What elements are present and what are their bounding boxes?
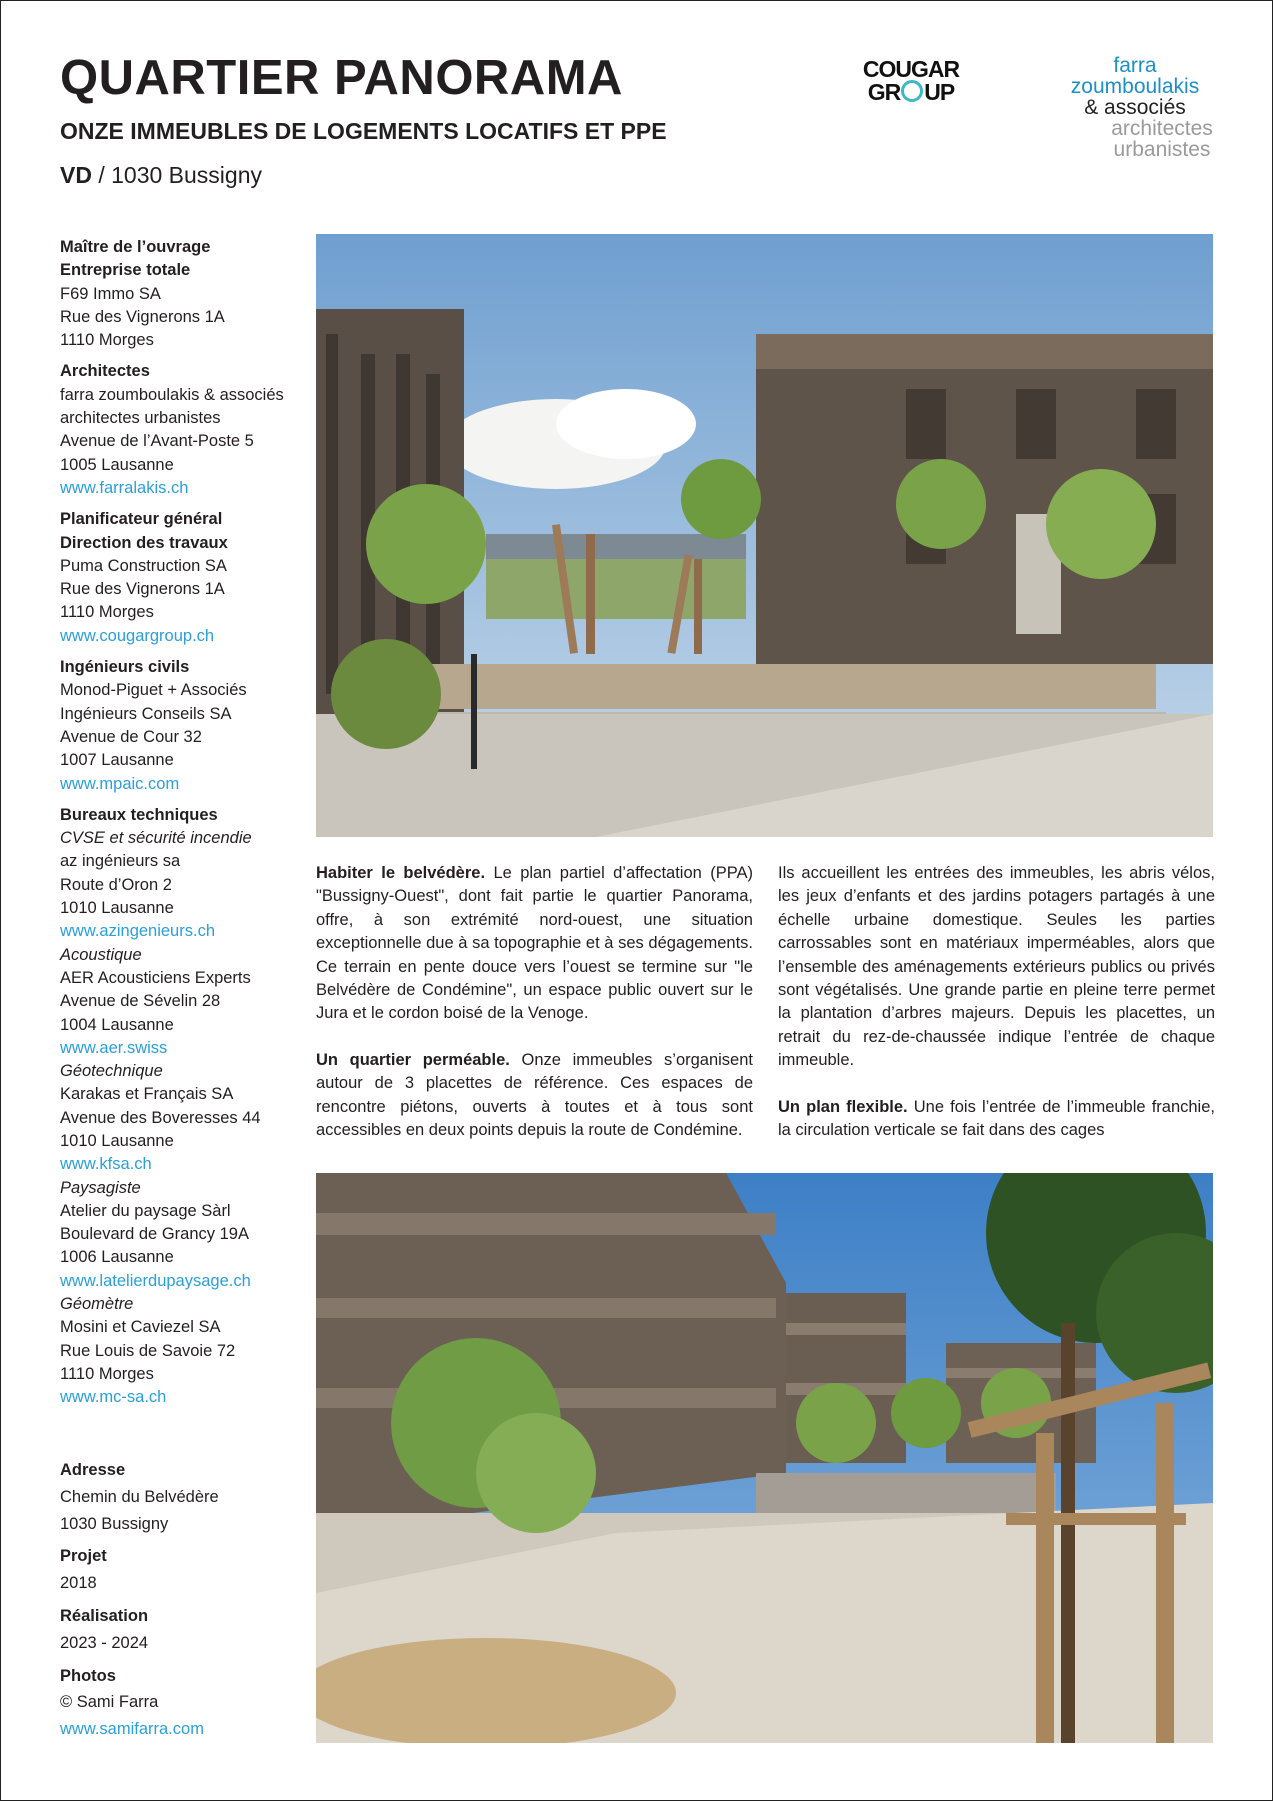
credit-architectes xyxy=(60,360,292,500)
credit-line: Avenue de Cour 32 xyxy=(60,727,202,746)
farra-zoumboulakis-logo xyxy=(1025,55,1245,160)
canton-label: VD xyxy=(60,162,92,188)
info-label: Adresse xyxy=(60,1461,126,1479)
paysagiste-website-link[interactable]: www.latelierdupaysage.ch xyxy=(60,1271,251,1290)
credit-sublabel: Géotechnique xyxy=(60,1062,163,1081)
credit-maitre xyxy=(60,236,292,352)
farra-logo-line1: farra xyxy=(1113,54,1157,77)
cougar-logo-line1: COUGAR xyxy=(862,56,960,82)
ingenieurs-website-link[interactable]: www.mpaic.com xyxy=(60,774,180,793)
credit-line: Rue Louis de Savoie 72 xyxy=(60,1341,236,1360)
info-label: Réalisation xyxy=(60,1606,149,1625)
architectes-website-link[interactable]: www.farralakis.ch xyxy=(60,478,189,497)
paragraph-lead: Un quartier perméable. xyxy=(316,1050,510,1069)
facade-photo xyxy=(316,1173,1213,1743)
acoustique-website-link[interactable]: www.aer.swiss xyxy=(60,1038,168,1057)
credit-line: 1010 Lausanne xyxy=(60,1131,174,1150)
info-value: 2018 xyxy=(60,1574,97,1593)
credit-label: Ingénieurs civils xyxy=(60,658,190,677)
credit-line: 1007 Lausanne xyxy=(60,751,174,770)
credit-line: architectes urbanistes xyxy=(60,409,221,428)
article-paragraph xyxy=(778,1096,1215,1143)
page-subtitle: ONZE IMMEUBLES DE LOGEMENTS LOCATIFS ET PPE xyxy=(60,118,667,144)
info-adresse xyxy=(60,1457,292,1537)
paragraph-body: Une fois l’entrée de l’immeuble franchie, la circulation verticale se fait dans des cages xyxy=(778,1097,1215,1140)
location-line xyxy=(60,162,262,189)
paragraph-lead: Un plan flexible. xyxy=(778,1097,908,1116)
paragraph-lead: Habiter le belvédère. xyxy=(316,864,486,882)
info-line: Chemin du Belvédère xyxy=(60,1487,219,1506)
info-realisation xyxy=(60,1603,292,1657)
credit-label: Entreprise totale xyxy=(60,261,191,280)
cougar-group-logo xyxy=(856,58,966,103)
credit-line: Atelier du paysage Sàrl xyxy=(60,1201,231,1220)
courtyard-photo-illustration xyxy=(316,234,1213,837)
credit-line: farra zoumboulakis & associés xyxy=(60,385,284,404)
credit-line: Boulevard de Grancy 19A xyxy=(60,1225,249,1244)
photo-credit: © Sami Farra xyxy=(60,1693,159,1712)
credit-line: Karakas et Français SA xyxy=(60,1085,234,1104)
cvse-website-link[interactable]: www.azingenieurs.ch xyxy=(60,922,215,941)
article-paragraph xyxy=(316,1049,753,1143)
geotechnique-website-link[interactable]: www.kfsa.ch xyxy=(60,1155,152,1174)
cougar-logo-up: UP xyxy=(924,79,955,105)
info-line: 1030 Bussigny xyxy=(60,1514,169,1533)
cougar-logo-gr: GR xyxy=(867,79,901,105)
facade-photo-illustration xyxy=(316,1173,1213,1743)
power-ring-icon xyxy=(901,80,923,102)
info-label: Photos xyxy=(60,1666,116,1685)
credit-bureaux xyxy=(60,804,292,1410)
credit-line: Avenue de Sévelin 28 xyxy=(60,992,221,1011)
credit-label: Bureaux techniques xyxy=(60,805,218,824)
credit-line: 1005 Lausanne xyxy=(60,455,174,474)
farra-logo-line5: urbanistes xyxy=(1113,138,1211,161)
farra-logo-line4: architectes xyxy=(1111,117,1213,140)
paragraph-body: Ils accueillent les entrées des immeubles, les abris vélos, les jeux d’enfants et des jardins potagers partagés à une échelle urbaine domestique. Seules les parties carrossables sont en matériaux imperméables, alors que l’ensemble des aménagements extérieurs publics ou privés sont végétalisés. Une grande partie en pleine terre permet la plantation d’arbres majeurs. Depuis les placettes, un retrait du rez-de-chaussée indique l’entrée de chaque immeuble. xyxy=(778,864,1215,1070)
project-info xyxy=(60,1457,292,1749)
courtyard-photo xyxy=(316,234,1213,837)
credit-label: Direction des travaux xyxy=(60,533,228,552)
credit-line: AER Acousticiens Experts xyxy=(60,968,251,987)
credits-sidebar xyxy=(60,236,292,1418)
article-column-1 xyxy=(316,862,753,1165)
paragraph-body: Onze immeubles s’organisent autour de 3 placettes de référence. Ces espaces de rencontre piétons, ouverts à toutes et à tous sont accessibles en deux points depuis la route de Condémine. xyxy=(316,1050,753,1140)
credit-sublabel: Acoustique xyxy=(60,945,142,964)
credit-line: Monod-Piguet + Associés xyxy=(60,681,247,700)
credit-line: 1006 Lausanne xyxy=(60,1248,174,1267)
credit-label: Architectes xyxy=(60,362,150,381)
credit-line: Route d’Oron 2 xyxy=(60,875,172,894)
info-value: 2023 - 2024 xyxy=(60,1633,149,1652)
credit-line: 1110 Morges xyxy=(60,331,154,350)
credit-line: F69 Immo SA xyxy=(60,284,161,303)
credit-planificateur xyxy=(60,508,292,648)
credit-label: Planificateur général xyxy=(60,510,223,529)
credit-line: Ingénieurs Conseils SA xyxy=(60,704,232,723)
info-projet xyxy=(60,1543,292,1597)
planificateur-website-link[interactable]: www.cougargroup.ch xyxy=(60,626,215,645)
credit-line: az ingénieurs sa xyxy=(60,852,181,871)
photographer-website-link[interactable]: www.samifarra.com xyxy=(60,1720,204,1739)
credit-line: Mosini et Caviezel SA xyxy=(60,1318,221,1337)
farra-logo-line3: & associés xyxy=(1084,96,1186,119)
cougar-logo-line2 xyxy=(856,80,966,103)
info-label: Projet xyxy=(60,1547,107,1566)
credit-sublabel: Géomètre xyxy=(60,1295,134,1314)
credit-sublabel: Paysagiste xyxy=(60,1178,141,1197)
credit-line: Rue des Vignerons 1A xyxy=(60,580,225,599)
credit-line: 1004 Lausanne xyxy=(60,1015,174,1034)
article-paragraph xyxy=(778,862,1215,1073)
credit-line: Puma Construction SA xyxy=(60,556,227,575)
location-text: / 1030 Bussigny xyxy=(91,162,263,188)
page-title: QUARTIER PANORAMA xyxy=(60,51,623,105)
paragraph-body: Le plan partiel d’affectation (PPA) "Bussigny-Ouest", dont fait partie le quartier Panorama, offre, à son extrémité nord-ouest, une situation exceptionnelle due à sa topographie et à ses dégagements. Ce terrain en pente douce vers l’ouest se termine sur "le Belvédère de Condémine", un espace public ouvert sur le Jura et le cordon boisé de la Venoge. xyxy=(316,864,753,1023)
credit-line: Rue des Vignerons 1A xyxy=(60,307,225,326)
credit-ingenieurs xyxy=(60,656,292,796)
info-photos xyxy=(60,1663,292,1743)
article-column-2 xyxy=(778,862,1215,1165)
geometre-website-link[interactable]: www.mc-sa.ch xyxy=(60,1388,167,1407)
credit-label: Maître de l’ouvrage xyxy=(60,238,211,256)
article-paragraph xyxy=(316,862,753,1026)
credit-line: 1110 Morges xyxy=(60,1364,154,1383)
farra-logo-line2: zoumboulakis xyxy=(1070,75,1200,98)
credit-sublabel: CVSE et sécurité incendie xyxy=(60,829,252,848)
credit-line: 1110 Morges xyxy=(60,603,154,622)
credit-line: 1010 Lausanne xyxy=(60,899,174,918)
credit-line: Avenue des Boveresses 44 xyxy=(60,1108,261,1127)
credit-line: Avenue de l’Avant-Poste 5 xyxy=(60,432,254,451)
